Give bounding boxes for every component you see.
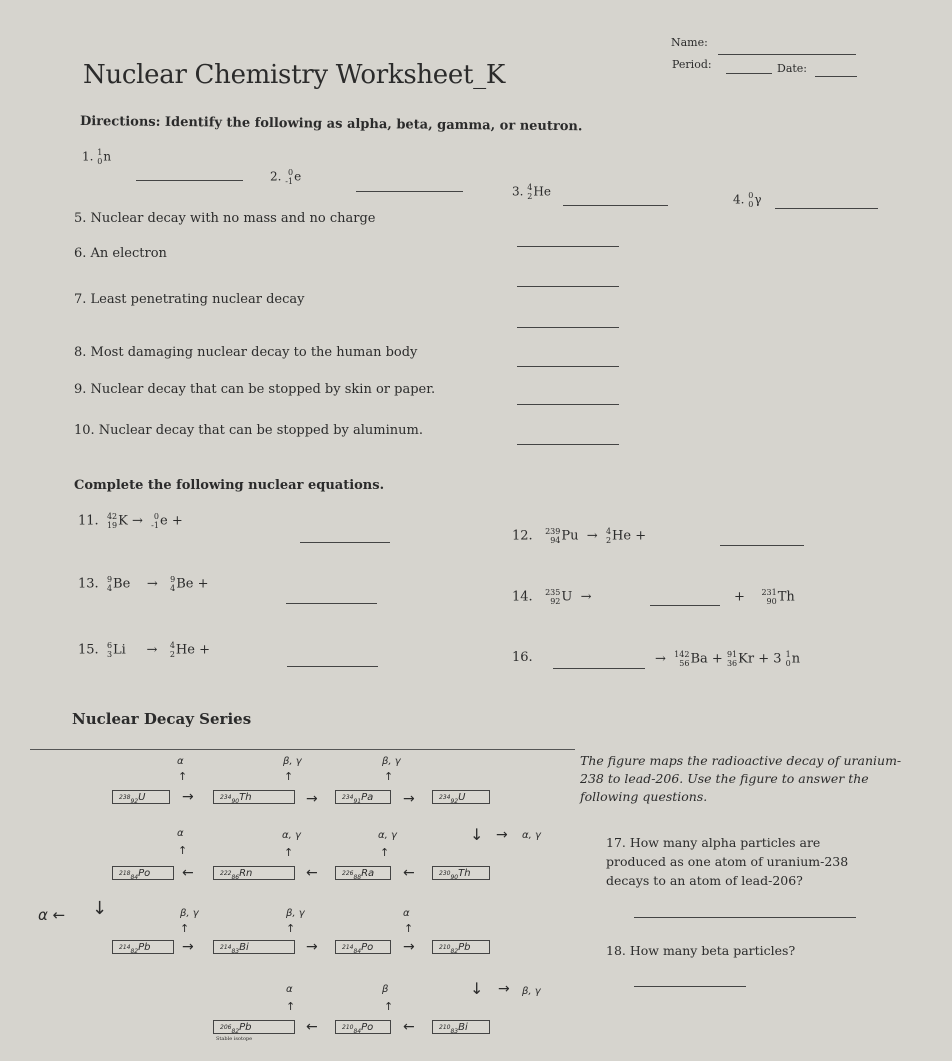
question-6: 6. An electron (74, 246, 167, 261)
up-arrow: ↑ (384, 770, 394, 783)
nuclide-box: $^{234}_{90}$Th (213, 790, 295, 804)
label-beta: β (382, 984, 389, 995)
nuclide-box: $^{238}_{92}$U (112, 790, 170, 804)
identify-4: 4. 0 0 γ (733, 191, 762, 209)
right-arrow: → (498, 981, 510, 997)
label-alpha-left: α ← (38, 906, 66, 924)
right-arrow: → (306, 939, 318, 955)
equation-12: 12. 239 94 Pu → 4 2 He + (512, 527, 647, 545)
nuclide-box: $^{214}_{83}$Bi (213, 940, 295, 954)
answer-11[interactable] (300, 542, 390, 543)
label-alpha: α (177, 756, 184, 767)
answer-4[interactable] (775, 208, 878, 209)
label-beta-gamma: β, γ (283, 756, 302, 767)
question-5: 5. Nuclear decay with no mass and no charge (74, 211, 376, 226)
nuclide-box: $^{234}_{91}$Pa (335, 790, 391, 804)
up-arrow: ↑ (380, 846, 390, 859)
answer-12[interactable] (720, 545, 804, 546)
label-alpha-gamma: α, γ (378, 830, 397, 841)
down-arrow: ↓ (470, 825, 484, 844)
left-arrow: ← (306, 1019, 318, 1035)
name-label: Name: (671, 36, 708, 49)
equation-11: 11. 42 19 K → 0 -1 e + (78, 512, 183, 530)
label-beta-gamma: β, γ (286, 908, 305, 919)
right-arrow: → (182, 939, 194, 955)
right-arrow: → (403, 939, 415, 955)
label-alpha-gamma: α, γ (282, 830, 301, 841)
nuclide-box: $^{234}_{92}$U (432, 790, 490, 804)
date-field[interactable] (815, 76, 857, 77)
question-10: 10. Nuclear decay that can be stopped by aluminum. (74, 423, 423, 438)
answer-10[interactable] (517, 444, 619, 445)
identify-1: 1. 1 0 n (82, 148, 112, 166)
left-arrow: ← (403, 865, 415, 881)
nuclide-box: $^{230}_{90}$Th (432, 866, 490, 880)
left-arrow: ← (403, 1019, 415, 1035)
label-alpha: α (403, 908, 410, 919)
nuclide-box: $^{210}_{82}$Pb (432, 940, 490, 954)
nuclide-box-stable: $^{206}_{82}$Pb (213, 1020, 295, 1034)
answer-8[interactable] (517, 366, 619, 367)
answer-18[interactable] (634, 986, 746, 987)
label-beta-gamma: β, γ (382, 756, 401, 767)
question-7: 7. Least penetrating nuclear decay (74, 292, 305, 307)
label-alpha: α (177, 828, 184, 839)
down-arrow: ↓ (92, 898, 108, 919)
right-arrow: → (403, 791, 415, 807)
label-beta-gamma: β, γ (522, 986, 541, 997)
nuclide-box: $^{210}_{84}$Po (335, 1020, 391, 1034)
equations-heading: Complete the following nuclear equations. (74, 478, 385, 493)
answer-9[interactable] (517, 404, 619, 405)
up-arrow: ↑ (286, 1000, 296, 1013)
page-title: Nuclear Chemistry Worksheet_K (83, 60, 505, 90)
directions: Directions: Identify the following as alpha, beta, gamma, or neutron. (79, 114, 583, 135)
up-arrow: ↑ (178, 770, 188, 783)
series-heading: Nuclear Decay Series (72, 710, 252, 728)
up-arrow: ↑ (284, 770, 294, 783)
answer-13[interactable] (286, 603, 377, 604)
series-description: The figure maps the radioactive decay of uranium-238 to lead-206. Use the figure to answer the following questions. (580, 753, 902, 804)
answer-2[interactable] (356, 191, 463, 192)
stable-label: Stable isotope (216, 1036, 253, 1042)
question-9: 9. Nuclear decay that can be stopped by skin or paper. (74, 382, 436, 397)
nuclide-box: $^{218}_{84}$Po (112, 866, 174, 880)
right-arrow: → (182, 789, 194, 805)
date-label: Date: (777, 62, 808, 75)
up-arrow: ↑ (284, 846, 294, 859)
answer-3[interactable] (563, 205, 668, 206)
down-arrow: ↓ (470, 979, 484, 998)
label-alpha-gamma: α, γ (522, 830, 541, 841)
up-arrow: ↑ (286, 922, 296, 935)
nuclide-box: $^{214}_{84}$Po (335, 940, 391, 954)
up-arrow: ↑ (404, 922, 414, 935)
left-arrow: ← (182, 865, 194, 881)
equation-15: 15. 6 3 Li → 4 2 He + (78, 641, 210, 659)
answer-6[interactable] (517, 286, 619, 287)
equation-14-product: + 231 90 Th (734, 588, 795, 606)
left-arrow: ← (306, 865, 318, 881)
nuclide-box: $^{226}_{88}$Ra (335, 866, 391, 880)
right-arrow: → (496, 827, 508, 843)
answer-5[interactable] (517, 246, 619, 247)
identify-2: 2. 0 -1 e (270, 168, 302, 186)
label-alpha: α (286, 984, 293, 995)
up-arrow: ↑ (384, 1000, 394, 1013)
answer-15[interactable] (287, 666, 378, 667)
nuclide-box: $^{214}_{82}$Pb (112, 940, 174, 954)
question-17: 17. How many alpha particles are produced as one atom of uranium-238 decays to an atom of lead-206? (606, 835, 849, 888)
answer-1[interactable] (136, 180, 243, 181)
up-arrow: ↑ (180, 922, 190, 935)
equation-16: → 142 56 Ba + 91 36 Kr + 3 1 0 n (655, 650, 801, 668)
question-8: 8. Most damaging nuclear decay to the human body (74, 345, 418, 360)
label-beta-gamma: β, γ (180, 908, 199, 919)
question-18: 18. How many beta particles? (606, 943, 796, 958)
answer-16[interactable] (553, 668, 645, 669)
period-field[interactable] (726, 73, 772, 74)
right-arrow: → (306, 791, 318, 807)
identify-3: 3. 4 2 He (512, 183, 551, 201)
up-arrow: ↑ (178, 844, 188, 857)
period-label: Period: (672, 58, 712, 71)
decay-series-diagram (30, 749, 575, 1050)
equation-13: 13. 9 4 Be → 9 4 Be + (78, 575, 209, 593)
nuclide-box: $^{210}_{83}$Bi (432, 1020, 490, 1034)
name-field[interactable] (718, 54, 856, 55)
answer-17[interactable] (634, 917, 856, 918)
equation-16-num: 16. (512, 650, 533, 665)
equation-14: 14. 235 92 U → (512, 588, 592, 606)
answer-7[interactable] (517, 327, 619, 328)
answer-14[interactable] (650, 605, 720, 606)
nuclide-box: $^{222}_{86}$Rn (213, 866, 295, 880)
